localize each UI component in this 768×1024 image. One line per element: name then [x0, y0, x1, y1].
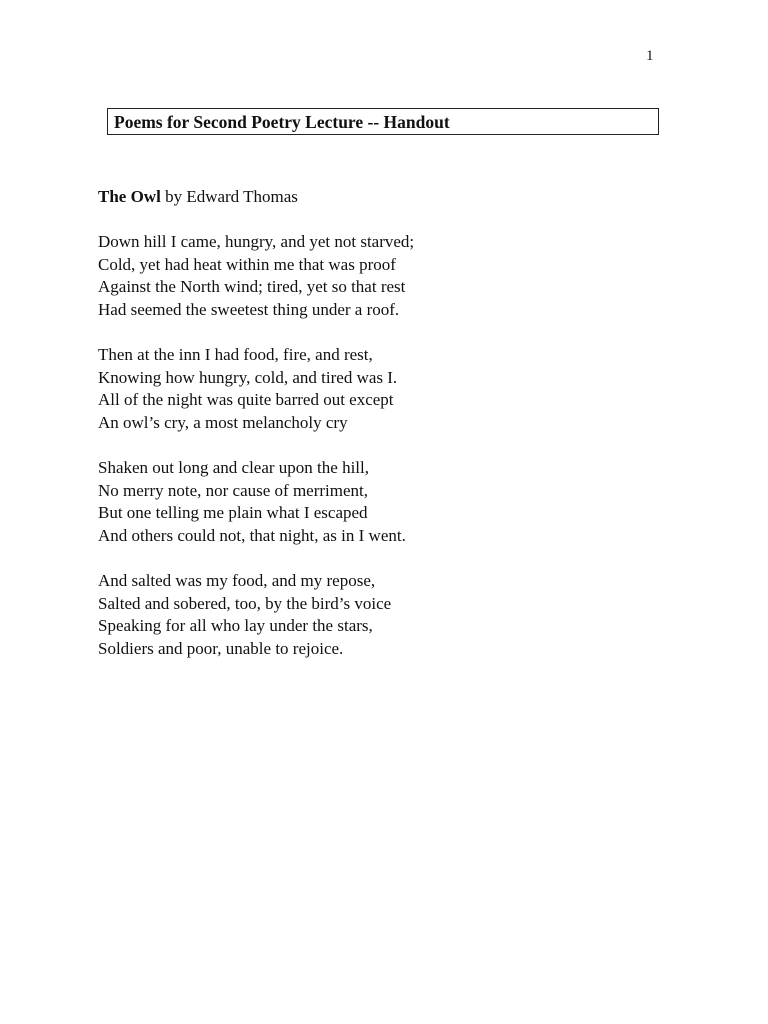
poem-line: Soldiers and poor, unable to rejoice. [98, 638, 344, 658]
poem-line: Against the North wind; tired, yet so that rest [98, 277, 406, 296]
poem-line: Shaken out long and clear upon the hill, [98, 458, 369, 477]
poem-line: Down hill I came, hungry, and yet not starved; [98, 232, 415, 251]
poem-line: But one telling me plain what I escaped [98, 503, 368, 522]
stanza-2 [98, 344, 698, 434]
poem-line: And salted was my food, and my repose, [98, 571, 376, 590]
handout-title: Poems for Second Poetry Lecture -- Handout [107, 108, 659, 135]
poem-line: Had seemed the sweetest thing under a roof. [98, 299, 400, 319]
poem-line: Salted and sobered, too, by the bird’s voice [98, 593, 392, 613]
poem-title: The Owl [98, 187, 161, 206]
poem-byline: by Edward Thomas [160, 187, 298, 206]
poem-line: All of the night was quite barred out except [98, 390, 394, 409]
poem-line: An owl’s cry, a most melancholy cry [98, 412, 348, 432]
page-number: 1 [646, 48, 654, 64]
stanza-4 [98, 570, 698, 660]
poem-heading [98, 186, 298, 208]
poem-line: No merry note, nor cause of merriment, [98, 480, 369, 500]
poem-line: Then at the inn I had food, fire, and rest, [98, 345, 373, 364]
poem-line: And others could not, that night, as in I went. [98, 525, 406, 545]
poem-line: Cold, yet had heat within me that was proof [98, 254, 396, 274]
poem-line: Knowing how hungry, cold, and tired was I. [98, 367, 398, 387]
poem-body [98, 231, 698, 683]
stanza-1 [98, 231, 698, 321]
stanza-3 [98, 457, 698, 547]
poem-line: Speaking for all who lay under the stars, [98, 616, 373, 635]
